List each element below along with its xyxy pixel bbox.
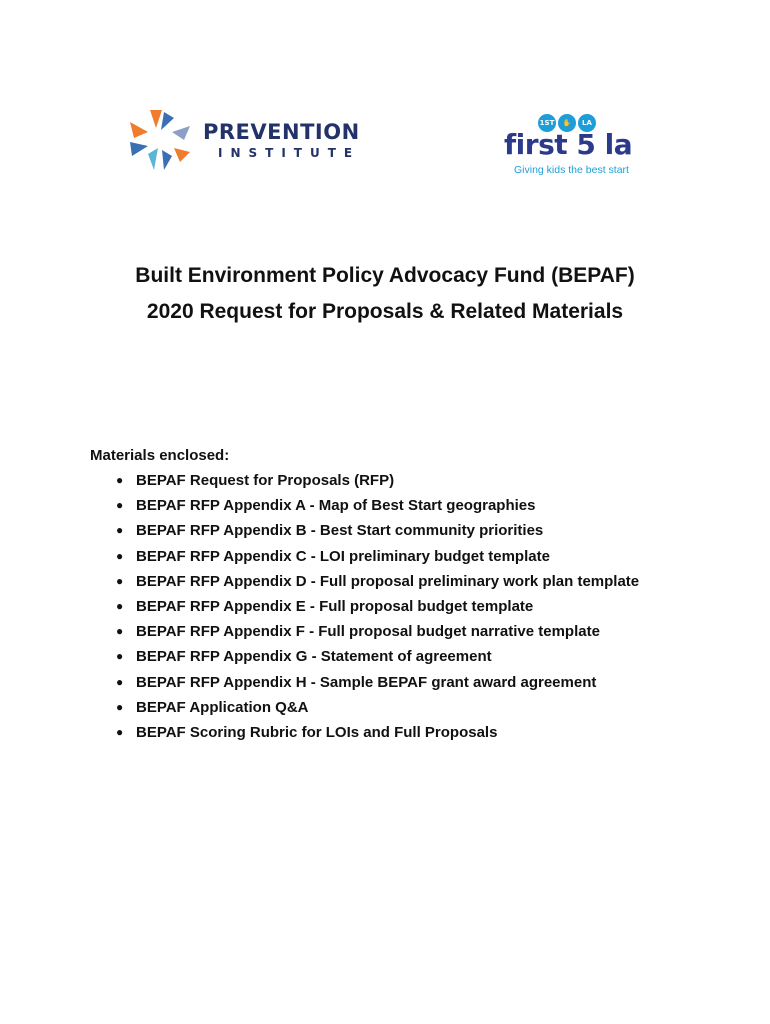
- bullet-icon: ●: [116, 624, 124, 639]
- prevention-institute-logo: [128, 108, 373, 172]
- prevention-logo-subname: INSTITUTE: [218, 146, 361, 160]
- prevention-logo-name: PREVENTION: [203, 120, 360, 144]
- list-item-text: BEPAF RFP Appendix A - Map of Best Start geographies: [136, 497, 536, 515]
- bullet-icon: ●: [116, 498, 124, 513]
- list-item-text: BEPAF RFP Appendix F - Full proposal budget narrative template: [136, 623, 600, 641]
- bullet-icon: ●: [116, 548, 124, 563]
- document-title: [0, 258, 770, 330]
- list-item-text: BEPAF Request for Proposals (RFP): [136, 472, 395, 489]
- badge-1st-icon: 1ST: [538, 114, 556, 132]
- list-item: [90, 518, 730, 543]
- list-item: [90, 569, 730, 594]
- list-item: [90, 644, 730, 669]
- bullet-icon: ●: [116, 523, 124, 538]
- prevention-institute-mark-icon: [128, 108, 194, 172]
- materials-section: [90, 443, 730, 745]
- list-item: [90, 619, 730, 644]
- first5la-tagline: Giving kids the best start: [514, 164, 629, 176]
- title-line-2: 2020 Request for Proposals & Related Materials: [146, 300, 624, 323]
- list-item-text: BEPAF RFP Appendix E - Full proposal budget template: [136, 598, 534, 616]
- list-item-text: BEPAF Application Q&A: [136, 698, 309, 716]
- list-item: [90, 544, 730, 569]
- bullet-icon: ●: [116, 473, 124, 487]
- materials-heading: Materials enclosed:: [90, 447, 230, 464]
- list-item: [90, 493, 730, 518]
- list-item: [90, 468, 730, 493]
- list-item-text: BEPAF Scoring Rubric for LOIs and Full Proposals: [136, 724, 498, 742]
- list-item: [90, 695, 730, 720]
- badge-la-icon: LA: [578, 114, 596, 132]
- bullet-icon: ●: [116, 573, 124, 588]
- list-item-text: BEPAF RFP Appendix G - Statement of agreement: [136, 648, 492, 666]
- list-item-text: BEPAF RFP Appendix D - Full proposal preliminary work plan template: [136, 572, 640, 590]
- materials-list: [90, 468, 730, 745]
- list-item-text: BEPAF RFP Appendix B - Best Start community priorities: [136, 522, 544, 540]
- list-item-text: BEPAF RFP Appendix H - Sample BEPAF grant award agreement: [136, 673, 597, 691]
- list-item-text: BEPAF RFP Appendix C - LOI preliminary budget template: [136, 547, 550, 565]
- list-item: [90, 670, 730, 695]
- bullet-icon: ●: [116, 599, 124, 614]
- first5la-logo: [500, 110, 635, 180]
- list-item: [90, 594, 730, 619]
- bullet-icon: ●: [116, 649, 124, 664]
- first5la-logo-name: first 5 la: [504, 128, 633, 161]
- bullet-icon: ●: [116, 699, 124, 714]
- title-line-1: Built Environment Policy Advocacy Fund (BEPAF): [135, 264, 635, 287]
- list-item: [90, 720, 730, 745]
- bullet-icon: ●: [116, 674, 124, 689]
- hand-icon: ✋: [558, 114, 576, 132]
- bullet-icon: ●: [116, 725, 124, 740]
